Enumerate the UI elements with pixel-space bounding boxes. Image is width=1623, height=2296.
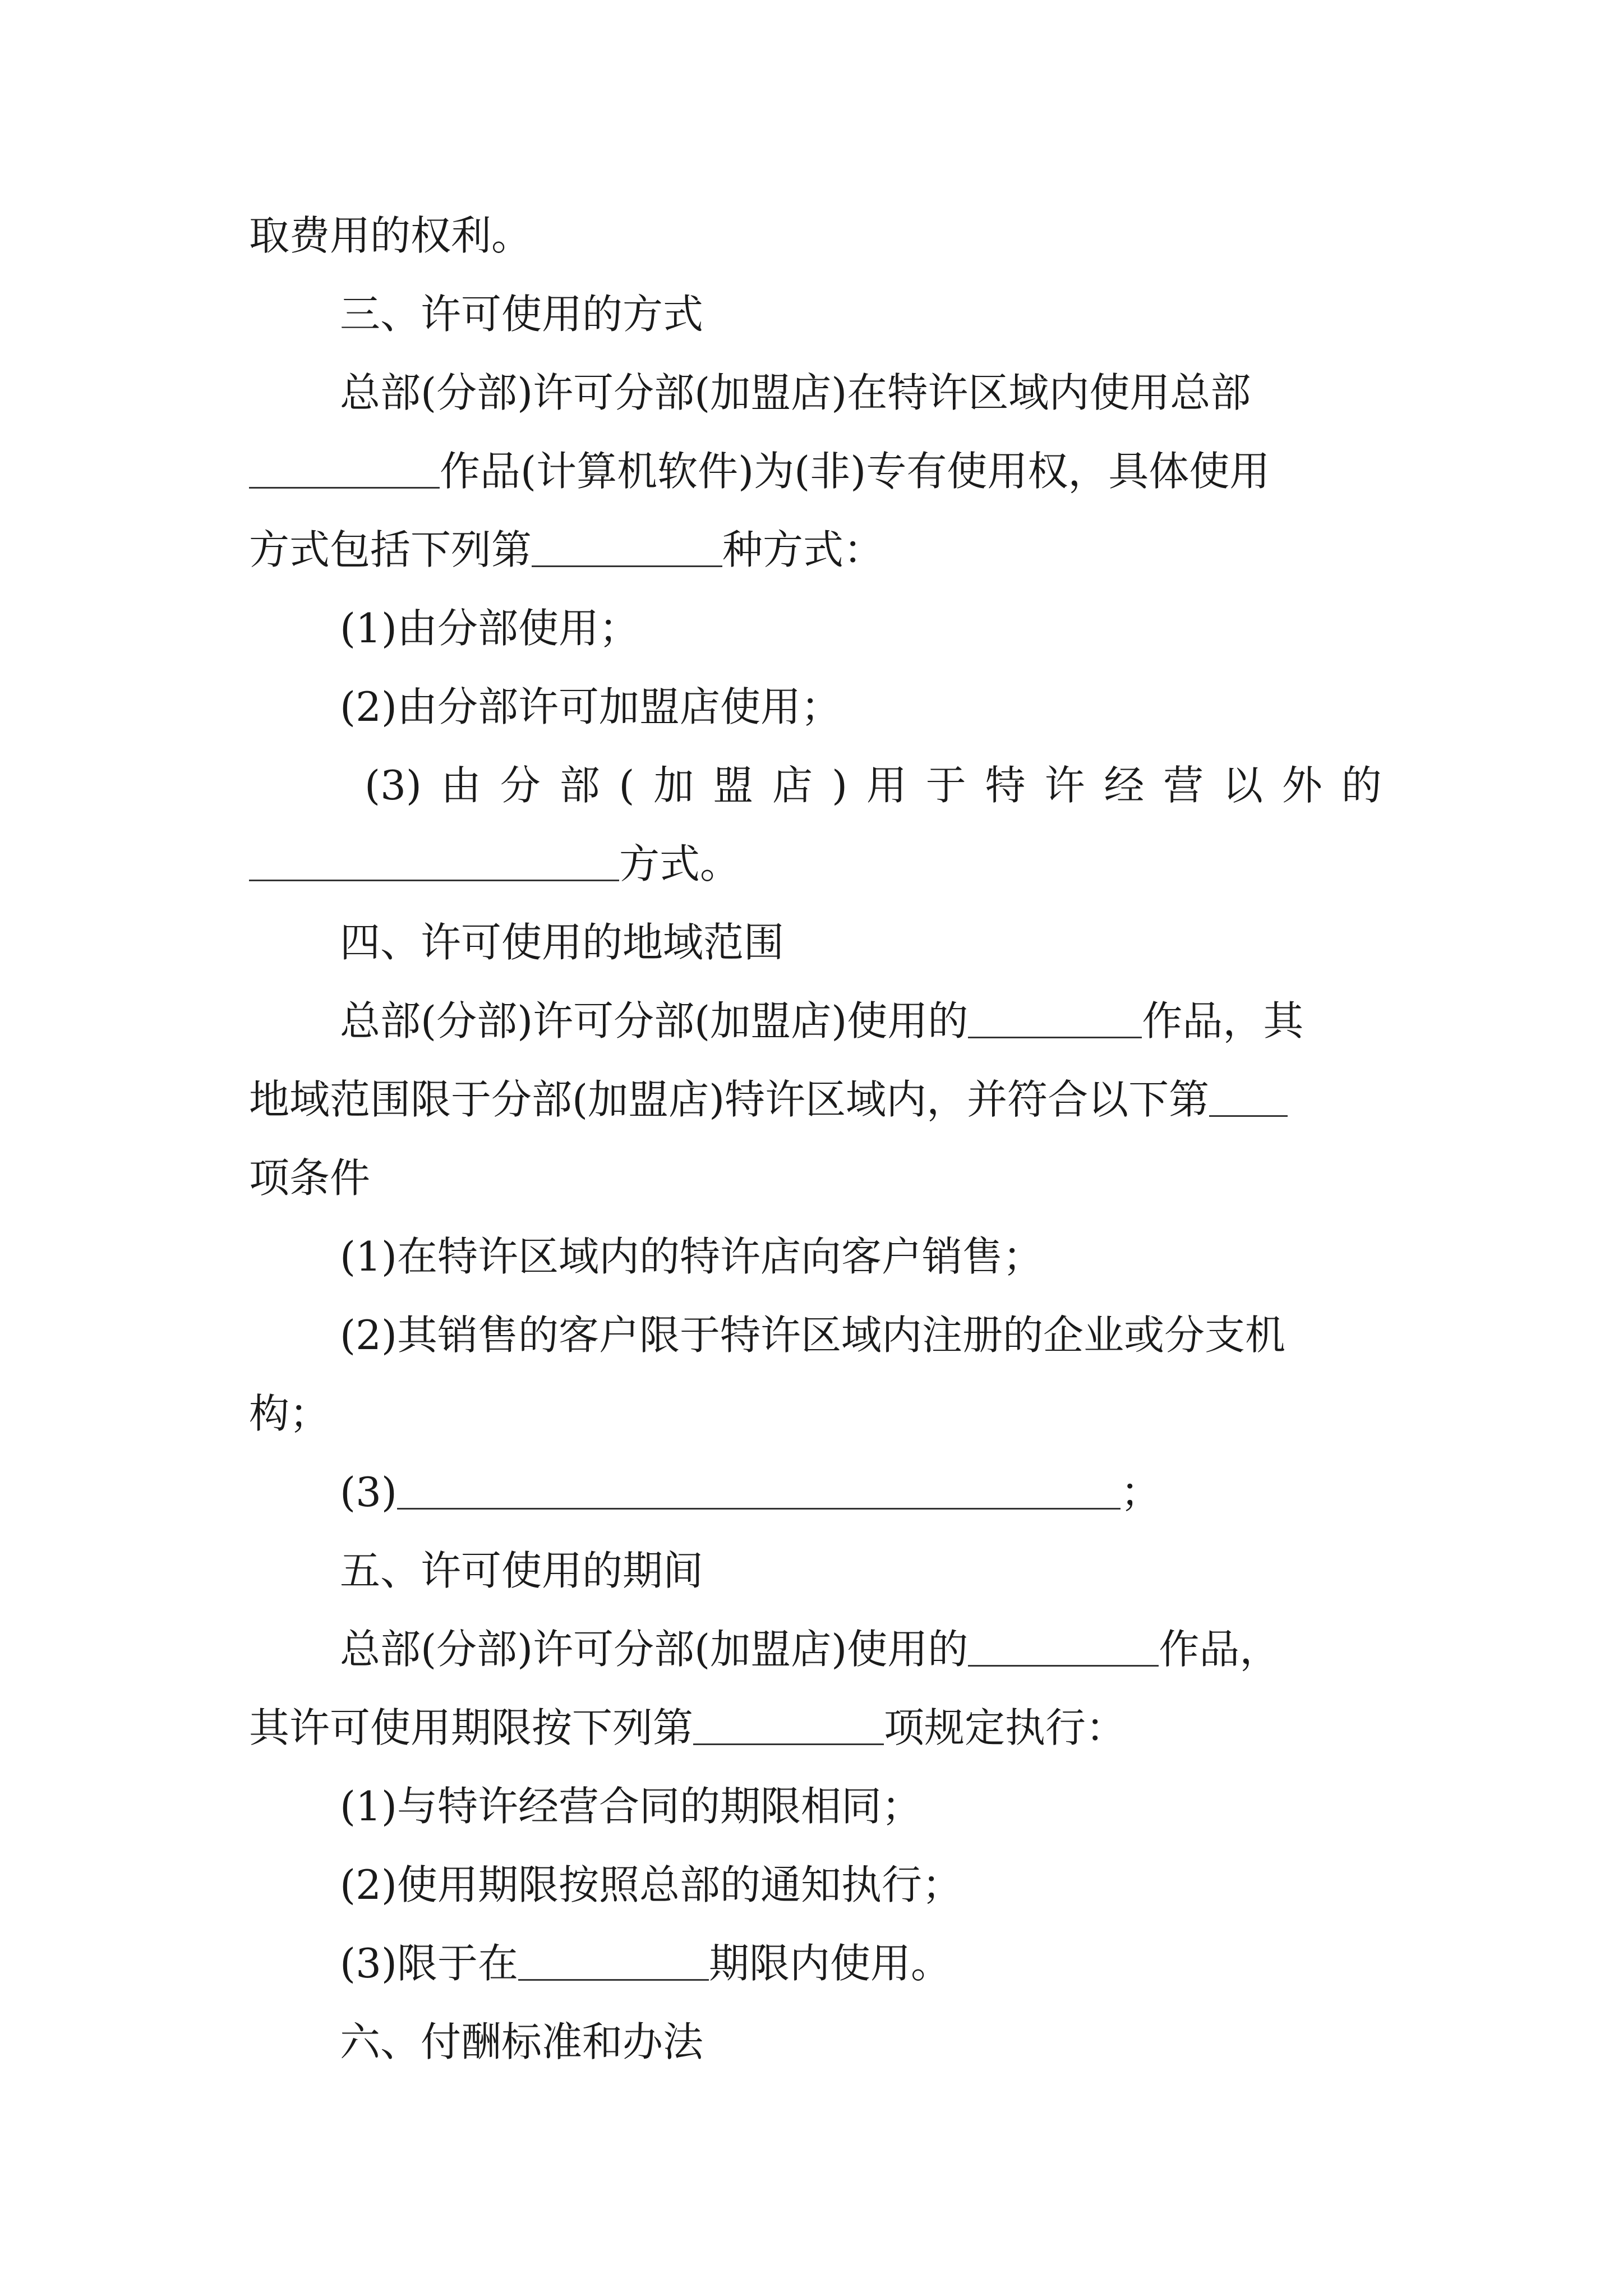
paragraph-line — [249, 1694, 1382, 1761]
text: 构； — [249, 1390, 330, 1437]
heading-text: 三、许可使用的方式 — [340, 291, 704, 338]
paragraph-line — [340, 359, 1382, 426]
list-item — [340, 1458, 1382, 1526]
char: 店 — [772, 762, 813, 809]
text: 期限内使用。 — [709, 1940, 952, 1987]
text: (1)与特许经营合同的期限相同； — [340, 1783, 922, 1830]
text: (3)限于在 — [340, 1940, 518, 1987]
text: (1)由分部使用； — [340, 605, 639, 652]
char: ) — [831, 762, 848, 809]
paragraph-line — [340, 1616, 1382, 1683]
text: 方式。 — [619, 840, 741, 887]
fill-in-blank[interactable] — [518, 1936, 709, 1981]
fill-in-blank[interactable] — [397, 1465, 1121, 1510]
char: 盟 — [713, 762, 754, 809]
section-heading-4 — [340, 909, 1382, 976]
list-item — [340, 595, 1382, 662]
text: 作品，其 — [1142, 997, 1304, 1045]
fill-in-blank[interactable] — [249, 444, 440, 489]
fill-in-blank[interactable] — [968, 994, 1142, 1038]
text: 取费用的权利。 — [249, 212, 532, 259]
char: 特 — [985, 762, 1026, 809]
list-item — [340, 673, 1382, 740]
text: 地域范围限于分部(加盟店)特许区域内，并符合以下第 — [249, 1076, 1210, 1123]
text: 总部(分部)许可分部(加盟店)在特许区域内使用总部 — [340, 369, 1251, 416]
char: 经 — [1104, 762, 1145, 809]
paragraph-line — [249, 1144, 1382, 1212]
list-item-justified — [365, 752, 1382, 819]
char: ( — [619, 762, 635, 809]
list-item — [340, 1773, 1382, 1840]
char: 用 — [866, 762, 907, 809]
text: 其许可使用期限按下列第 — [249, 1704, 694, 1751]
fill-in-blank[interactable] — [249, 837, 619, 881]
char: 由 — [440, 762, 481, 809]
char: 许 — [1044, 762, 1085, 809]
text: (2)使用期限按照总部的通知执行； — [340, 1861, 962, 1908]
char: 以 — [1223, 762, 1264, 809]
paragraph-line — [249, 202, 1382, 269]
char: 的 — [1341, 762, 1382, 809]
char: 外 — [1281, 762, 1322, 809]
char: (3) — [365, 762, 422, 809]
text: 总部(分部)许可分部(加盟店)使用的 — [340, 997, 969, 1045]
char: 部 — [559, 762, 600, 809]
text: (3) — [340, 1469, 397, 1516]
paragraph-line — [249, 438, 1382, 505]
text: (1)在特许区域内的特许店向客户销售； — [340, 1233, 1043, 1280]
paragraph-line — [249, 516, 1382, 583]
paragraph-line — [249, 1380, 1382, 1447]
text: 种方式： — [722, 526, 884, 573]
fill-in-blank[interactable] — [1209, 1073, 1288, 1117]
char: 于 — [925, 762, 966, 809]
list-item — [340, 1301, 1382, 1369]
fill-in-blank[interactable] — [532, 523, 722, 567]
list-item — [340, 1930, 1382, 1997]
list-item — [340, 1851, 1382, 1918]
text: 总部(分部)许可分部(加盟店)使用的 — [340, 1626, 969, 1673]
text: (2)由分部许可加盟店使用； — [340, 683, 841, 730]
text: 作品(计算机软件)为(非)专有使用权，具体使用 — [440, 448, 1270, 495]
heading-text: 五、许可使用的期间 — [340, 1547, 704, 1594]
text: 作品， — [1159, 1626, 1280, 1673]
text: 方式包括下列第 — [249, 526, 532, 573]
fill-in-blank[interactable] — [968, 1622, 1159, 1667]
paragraph-line — [249, 1066, 1382, 1133]
paragraph-line — [249, 830, 1382, 898]
heading-text: 六、付酬标准和办法 — [340, 2018, 704, 2065]
paragraph-line — [340, 987, 1382, 1055]
text: 项规定执行： — [884, 1704, 1127, 1751]
fill-in-blank[interactable] — [693, 1701, 884, 1745]
section-heading-3 — [340, 280, 1382, 348]
heading-text: 四、许可使用的地域范围 — [340, 919, 785, 966]
text: ； — [1121, 1469, 1161, 1516]
text: 项条件 — [249, 1154, 371, 1202]
char: 加 — [653, 762, 694, 809]
section-heading-5 — [340, 1537, 1382, 1604]
list-item — [340, 1223, 1382, 1290]
text: (2)其销售的客户限于特许区域内注册的企业或分支机 — [340, 1312, 1285, 1359]
char: 营 — [1163, 762, 1204, 809]
section-heading-6 — [340, 2008, 1382, 2076]
char: 分 — [500, 762, 541, 809]
